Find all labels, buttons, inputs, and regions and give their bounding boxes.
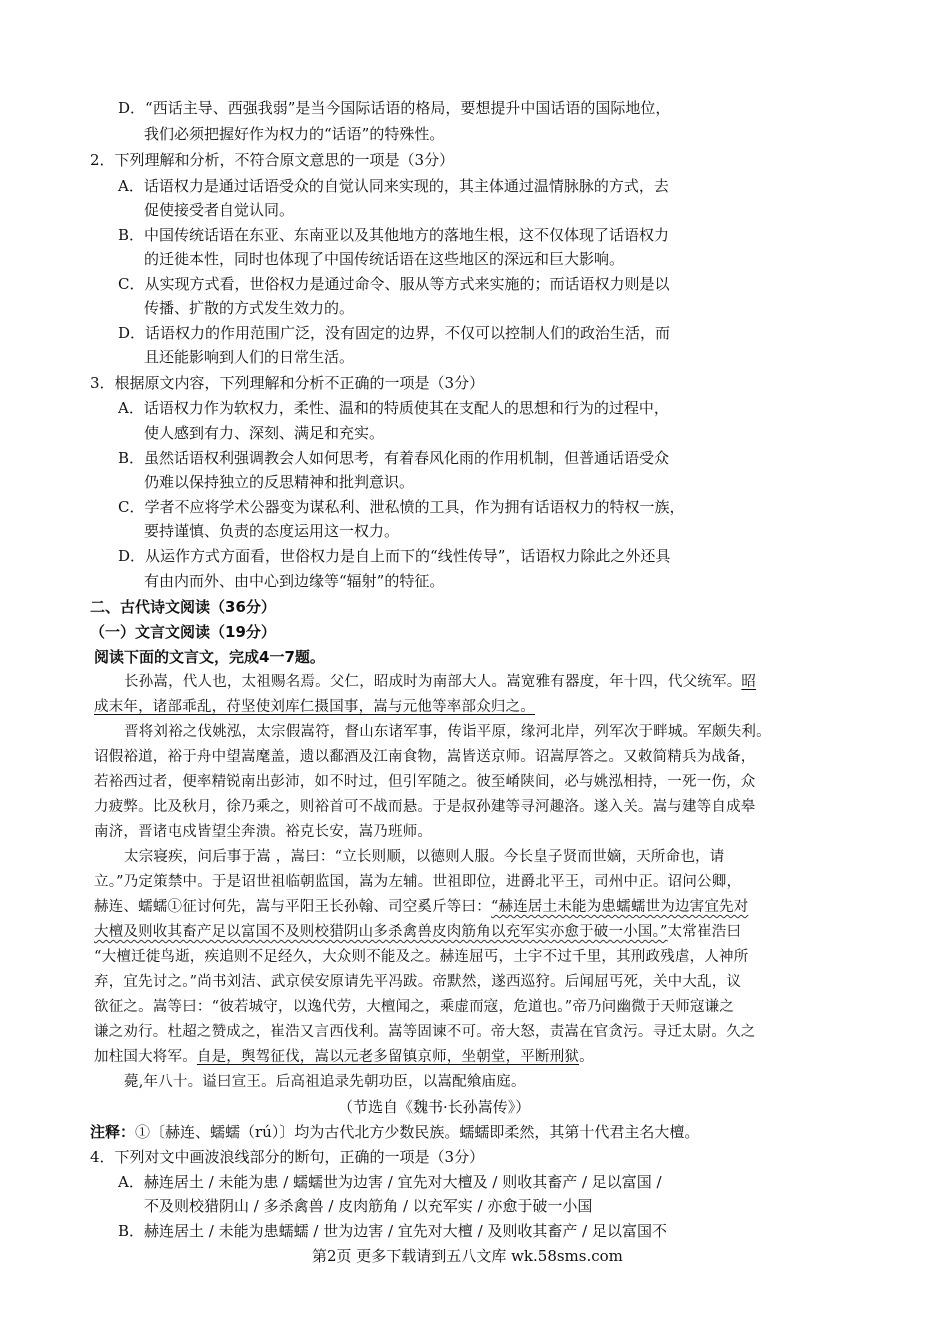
subsection-heading: （一）文言文阅读（19分） (90, 623, 276, 641)
q2-option-d-line1: D．话语权力的作用范围广泛，没有固定的边界，不仅可以控制人们的政治生活，而 (118, 324, 671, 342)
underlined-sentence-1: 昭 (741, 674, 757, 690)
q1-option-d-line2: 我们必须把握好作为权力的“话语”的特殊性。 (144, 125, 445, 143)
q3-option-b-line2: 仍难以保持独立的反思精神和批判意识。 (144, 473, 415, 491)
q3-option-c-line2: 要持谨慎、负责的态度运用这一权力。 (144, 522, 400, 540)
underlined-sentence-2: 自是，舆驾征伐，嵩以元老多留镇京师，坐朝堂，平断刑狱 (196, 1049, 580, 1065)
q2-option-d-line2: 且还能影响到人们的日常生活。 (144, 348, 355, 366)
reading-instruction: 阅读下面的文言文，完成4一7题。 (94, 648, 325, 666)
q3-option-d-line1: D．从运作方式方面看，世俗权力是自上而下的“线性传导”，话语权力除此之外还具 (118, 547, 671, 565)
passage-p2-line1: 晋将刘裕之伐姚泓，太宗假嵩符，督山东诸军事，传诣平原，缘河北岸，列军次于畔城。军颇失利。 (124, 724, 771, 740)
passage-text: 赫连、蠕蠕①征讨何先，嵩与平阳王长孙翰、司空奚斤等曰： (94, 899, 491, 915)
annotation-note (90, 1122, 699, 1142)
passage-text: 长孙嵩，代人也，太祖赐名焉。父仁，昭成时为南部大人。嵩宽雅有器度，年十四，代父统军。 (124, 674, 742, 690)
passage-source: （节选自《魏书·长孙嵩传》） (338, 1098, 531, 1116)
q3-option-a-line1: A．话语权力作为软权力，柔性、温和的特质使其在支配人的思想和行为的过程中， (118, 399, 669, 417)
passage-p1-line1 (124, 672, 756, 692)
passage-p3-line3 (94, 897, 748, 917)
note-text: ①〔赫连、蠕蠕（rú）〕均为古代北方少数民族。蠕蠕即柔然，其第十代君主名大檀。 (135, 1123, 700, 1141)
passage-p3-line4 (94, 922, 741, 942)
passage-p2-line5: 南济，晋诸屯戍皆望尘奔溃。裕克长安，嵩乃班师。 (94, 824, 433, 840)
passage-p3-line5: “大檀迁徙鸟逝，疾追则不足经久，大众则不能及之。赫连屈丐，土宇不过千里，其刑政残虐，人神所 (94, 949, 749, 965)
q3-option-c-line1: C．学者不应将学术公器变为谋私利、泄私愤的工具，作为拥有话语权力的特权一族， (118, 498, 685, 516)
q2-option-b-line1: B．中国传统话语在东亚、东南亚以及其他地方的落地生根，这不仅体现了话语权力 (118, 226, 670, 244)
passage-p3-line7: 欲征之。嵩等曰：“彼若城守，以逸代劳，大檀闻之，乘虚而寇，危道也。”帝乃问幽微于天师寇谦之 (94, 999, 735, 1015)
q3-stem: 3．根据原文内容，下列理解和分析不正确的一项是（3分） (90, 374, 485, 392)
q3-option-d-line2: 有由内而外、由中心到边缘等“辐射”的特征。 (144, 572, 445, 590)
wavy-line-sentence-cont: 大檀及则收其畜产足以富国不及则校猎阴山多杀禽兽皮肉筋角以充军实亦愈于破一小国。” (94, 924, 668, 940)
q1-option-d-line1: D．“西话主导、西强我弱”是当今国际话语的格局，要想提升中国话语的国际地位， (118, 99, 671, 117)
passage-p4: 薨,年八十。谥曰宣王。后高祖追录先朝功臣，以嵩配飨庙庭。 (124, 1074, 526, 1090)
passage-p2-line2: 诏假裕道，裕于舟中望嵩麾盖，遗以鄱酒及江南食物，嵩皆送京师。诏嵩厚答之。又敕简精兵为战备， (94, 749, 756, 765)
wavy-line-sentence: “赫连居土未能为患蠕蠕世为边害宜先对 (490, 899, 749, 915)
q2-stem: 2．下列理解和分析，不符合原文意思的一项是（3分） (90, 151, 455, 169)
passage-p3-line9 (94, 1047, 594, 1067)
q2-option-b-line2: 的迁徙本性，同时也体现了中国传统话语在这些地区的深远和巨大影响。 (144, 250, 625, 268)
passage-p2-line3: 若裕西过者，便率精锐南出彭沛，如不时过，但引军随之。彼至崤陕间，必与姚泓相持，一死一伤，众 (94, 774, 756, 790)
q4-stem: 4．下列对文中画波浪线部分的断句，正确的一项是（3分） (90, 1148, 485, 1166)
q2-option-c-line1: C．从实现方式看，世俗权力是通过命令、服从等方式来实施的；而话语权力则是以 (118, 275, 670, 293)
underlined-sentence-1-cont: 成末年，诸部乖乱，苻坚使刘库仁摄国事，嵩与元他等率部众归之。 (94, 699, 535, 715)
q4-option-b-line1: B．赫连居土 / 未能为患蠕蠕 / 世为边害 / 宜先对大檀 / 及则收其畜产 / 足以富国不 (118, 1222, 667, 1240)
q4-option-a-line2: 不及则校猎阴山 / 多杀禽兽 / 皮肉筋角 / 以充军实 / 亦愈于破一小国 (144, 1197, 593, 1215)
passage-p3-line6: 弃，宜先讨之。”尚书刘洁、武京侯安原请先平冯跋。帝默然，遂西巡狩。后闻屈丐死，关中大乱，议 (94, 974, 742, 990)
q2-option-c-line2: 传播、扩散的方式发生效力的。 (144, 299, 355, 317)
note-label: 注释： (90, 1123, 136, 1141)
q4-option-a-line1: A．赫连居土 / 未能为患 / 蠕蠕世为边害 / 宜先对大檀及 / 则收其畜产 / 足以富国 / (118, 1173, 662, 1191)
passage-text: 。 (579, 1049, 594, 1065)
q3-option-b-line1: B．虽然话语权利强调教会人如何思考，有着春风化雨的作用机制，但普通话语受众 (118, 449, 670, 467)
q2-option-a-line2: 促使接受者自觉认同。 (144, 201, 295, 219)
passage-p3-line8: 谦之劝行。杜超之赞成之，崔浩又言西伐利。嵩等固谏不可。帝大怒，责嵩在官贪污。寻迁太尉。久之 (94, 1024, 756, 1040)
q2-option-a-line1: A．话语权力是通过话语受众的自觉认同来实现的，其主体通过温情脉脉的方式，去 (118, 177, 669, 195)
passage-p3-line2: 立。”乃定策禁中。于是诏世祖临朝监国，嵩为左辅。世祖即位，进爵北平王，司州中正。诏问公卿， (94, 874, 742, 890)
passage-text: 加柱国大将军。 (94, 1049, 197, 1065)
passage-text: 太常崔浩曰 (667, 924, 742, 940)
q3-option-a-line2: 使人感到有力、深刻、满足和充实。 (144, 424, 385, 442)
page-footer: 第2页 更多下载请到五八文库 wk.58sms.com (312, 1247, 623, 1265)
passage-p2-line4: 力疲弊。比及秋月，徐乃乘之，则裕首可不战而悬。于是叔孙建等寻河趣洛。遂入关。嵩与建等自成皋 (94, 799, 756, 815)
passage-p3-line1: 太宗寝疾，问后事于嵩 ，嵩曰：“立长则顺，以德则人服。今长皇子贤而世嫡，天所命也，请 (124, 849, 725, 865)
section-heading: 二、古代诗文阅读（36分） (90, 598, 276, 616)
